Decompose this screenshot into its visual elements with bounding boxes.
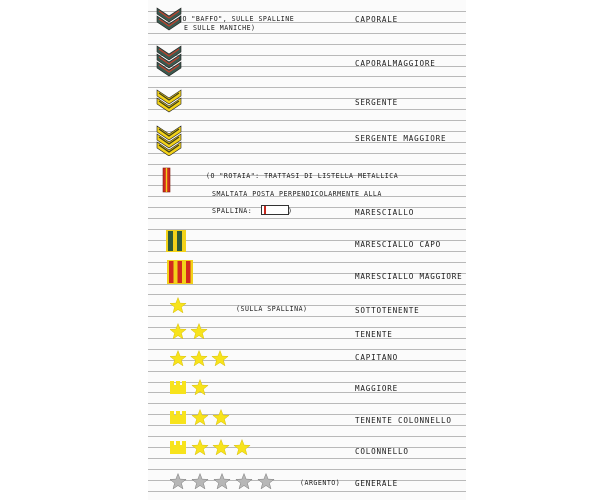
star-icon [212,351,228,366]
rail-insignia-maresciallo-capo [165,229,187,253]
note-baffo-line1: (O "BAFFO", SULLE SPALLINE [178,15,295,23]
chevron-insignia-sergente-maggiore [156,124,182,156]
ruled-line [148,284,466,285]
rank-label-colonnello: COLONNELLO [355,447,409,456]
ruled-line [148,120,466,121]
ruled-line [148,294,466,295]
tower-star-insignia-tenente-colonnello [170,408,290,428]
star-icon [170,474,186,489]
star-icon [234,440,250,455]
rank-label-maresciallo-capo: MARESCIALLO CAPO [355,240,441,249]
tower-icon [170,441,186,454]
ruled-line [148,403,466,404]
star-icon [192,410,208,425]
ruled-line [148,469,466,470]
note-sulla-spallina: (SULLA SPALLINA) [236,305,308,313]
ruled-line [148,87,466,88]
rank-label-tenente: TENENTE [355,330,393,339]
tower-icon [170,381,186,394]
ruled-line [148,207,466,208]
tower-star-insignia-colonnello [170,438,290,460]
star-icon [213,410,229,425]
rank-label-capitano: CAPITANO [355,353,398,362]
ruled-line [148,55,466,56]
star-icon [170,298,186,313]
star-icon [236,474,252,489]
tower-star-insignia-maggiore [170,378,290,398]
star-icon [191,351,207,366]
ruled-line [148,262,466,263]
rank-label-generale: GENERALE [355,479,398,488]
star-icon [258,474,274,489]
rank-label-maresciallo: MARESCIALLO [355,208,415,217]
star-icon [213,440,229,455]
ruled-line [148,109,466,110]
rank-label-sergente: SERGENTE [355,98,398,107]
rank-label-sergente-maggiore: SERGENTE MAGGIORE [355,134,447,143]
ruled-line [148,218,466,219]
rail-insignia-maresciallo-maggiore [166,259,194,285]
ruled-line [148,33,466,34]
note-rotaia-line3-end: ) [288,207,293,215]
ruled-line [148,44,466,45]
rank-label-caporale: CAPORALE [355,15,398,24]
rank-label-sottotenente: SOTTOTENENTE [355,306,420,315]
ruled-line [148,131,466,132]
star-insignia-capitano [170,349,290,369]
star-icon [192,380,208,395]
note-rotaia-line3-start: SPALLINA: [212,207,253,215]
ruled-line [148,436,466,437]
star-insignia-tenente [170,322,290,342]
rail-insignia-maresciallo [162,167,172,193]
chevron-insignia-caporalmaggiore [156,44,182,78]
ruled-line [148,316,466,317]
ruled-line [148,98,466,99]
ruled-line [148,153,466,154]
note-rotaia-line2: SMALTATA POSTA PERPENDICOLARMENTE ALLA [212,190,382,198]
star-icon [192,440,208,455]
note-baffo-line2: E SULLE MANICHE) [184,24,256,32]
star-icon [170,351,186,366]
rank-label-maggiore: MAGGIORE [355,384,398,393]
ruled-line [148,251,466,252]
ruled-line [148,11,466,12]
tower-icon [170,411,186,424]
notebook-page [148,0,466,500]
rank-label-tenente-colonnello: TENENTE COLONNELLO [355,416,452,425]
shoulder-strap-sketch [261,205,289,215]
rank-label-maresciallo-maggiore: MARESCIALLO MAGGIORE [355,272,463,281]
ruled-line [148,76,466,77]
rank-label-caporalmaggiore: CAPORALMAGGIORE [355,59,436,68]
star-insignia-generale [170,472,300,492]
star-icon [214,474,230,489]
note-rotaia-line1: (O "ROTAIA": TRATTASI DI LISTELLA METALLICA [206,172,399,180]
note-argento: (ARGENTO) [300,479,341,487]
star-icon [192,474,208,489]
ruled-line [148,229,466,230]
ruled-line [148,371,466,372]
ruled-line [148,164,466,165]
ruled-line [148,185,466,186]
star-icon [191,324,207,339]
chevron-insignia-sergente [156,88,182,114]
star-icon [170,324,186,339]
